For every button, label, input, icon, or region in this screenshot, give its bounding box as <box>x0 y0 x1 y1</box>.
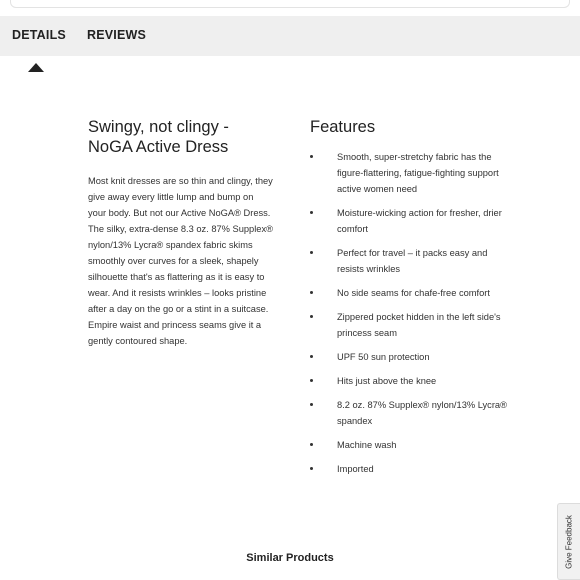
bullet-icon <box>310 443 313 446</box>
bullet-icon <box>310 251 313 254</box>
tab-bar <box>0 16 580 56</box>
active-tab-indicator <box>28 63 44 72</box>
bullet-icon <box>310 467 313 470</box>
feature-item <box>310 285 510 301</box>
features-title: Features <box>310 118 376 136</box>
feature-item <box>310 437 510 453</box>
feature-text: 8.2 oz. 87% Supplex® nylon/13% Lycra® spandex <box>337 400 507 426</box>
feature-text: Zippered pocket hidden in the left side's princess seam <box>337 312 501 338</box>
feature-text: No side seams for chafe-free comfort <box>337 288 490 298</box>
details-title: Swingy, not clingy - NoGA Active Dress <box>88 118 229 156</box>
feature-item <box>310 397 510 429</box>
feature-item <box>310 461 510 477</box>
feature-item <box>310 205 510 237</box>
bullet-icon <box>310 355 313 358</box>
feature-item <box>310 245 510 277</box>
feature-item <box>310 149 510 197</box>
feature-text: Smooth, super-stretchy fabric has the figure-flattering, fatigue-fighting support active women need <box>337 152 499 194</box>
tab-details[interactable]: DETAILS <box>12 28 66 42</box>
bullet-icon <box>310 291 313 294</box>
features-column <box>310 117 510 474</box>
details-description: Most knit dresses are so thin and clingy, they give away every little lump and bump on your body. But not our Active NoGA® Dress. The silky, extra-dense 8.3 oz. 87% Supplex® nylon/13% Lycra® spandex fabric skims smoothly over curves for a sleek, shapely silhouette that's as flattering as it is easy to wear. And it resists wrinkles – looks pristine after a day on the go or a stint in a suitcase. Empire waist and princess seams give it a gently contoured shape. <box>88 176 273 346</box>
bullet-icon <box>310 211 313 214</box>
feature-text: UPF 50 sun protection <box>337 352 430 362</box>
give-feedback-label: Give Feedback <box>564 514 574 569</box>
bullet-icon <box>310 155 313 158</box>
bullet-icon <box>310 379 313 382</box>
feature-text: Imported <box>337 464 374 474</box>
feature-text: Hits just above the knee <box>337 376 437 386</box>
top-card-edge <box>10 0 570 8</box>
bullet-icon <box>310 315 313 318</box>
feature-text: Machine wash <box>337 440 397 450</box>
give-feedback-button[interactable] <box>557 503 580 580</box>
feature-text: Perfect for travel – it packs easy and resists wrinkles <box>337 248 488 274</box>
bullet-icon <box>310 403 313 406</box>
tab-reviews[interactable]: REVIEWS <box>87 28 147 42</box>
feature-item <box>310 349 510 365</box>
feature-item <box>310 373 510 389</box>
details-column <box>88 117 273 349</box>
features-list <box>310 149 510 485</box>
feature-item <box>310 309 510 341</box>
similar-products-heading: Similar Products <box>246 552 334 564</box>
feature-text: Moisture-wicking action for fresher, drier comfort <box>337 208 502 234</box>
